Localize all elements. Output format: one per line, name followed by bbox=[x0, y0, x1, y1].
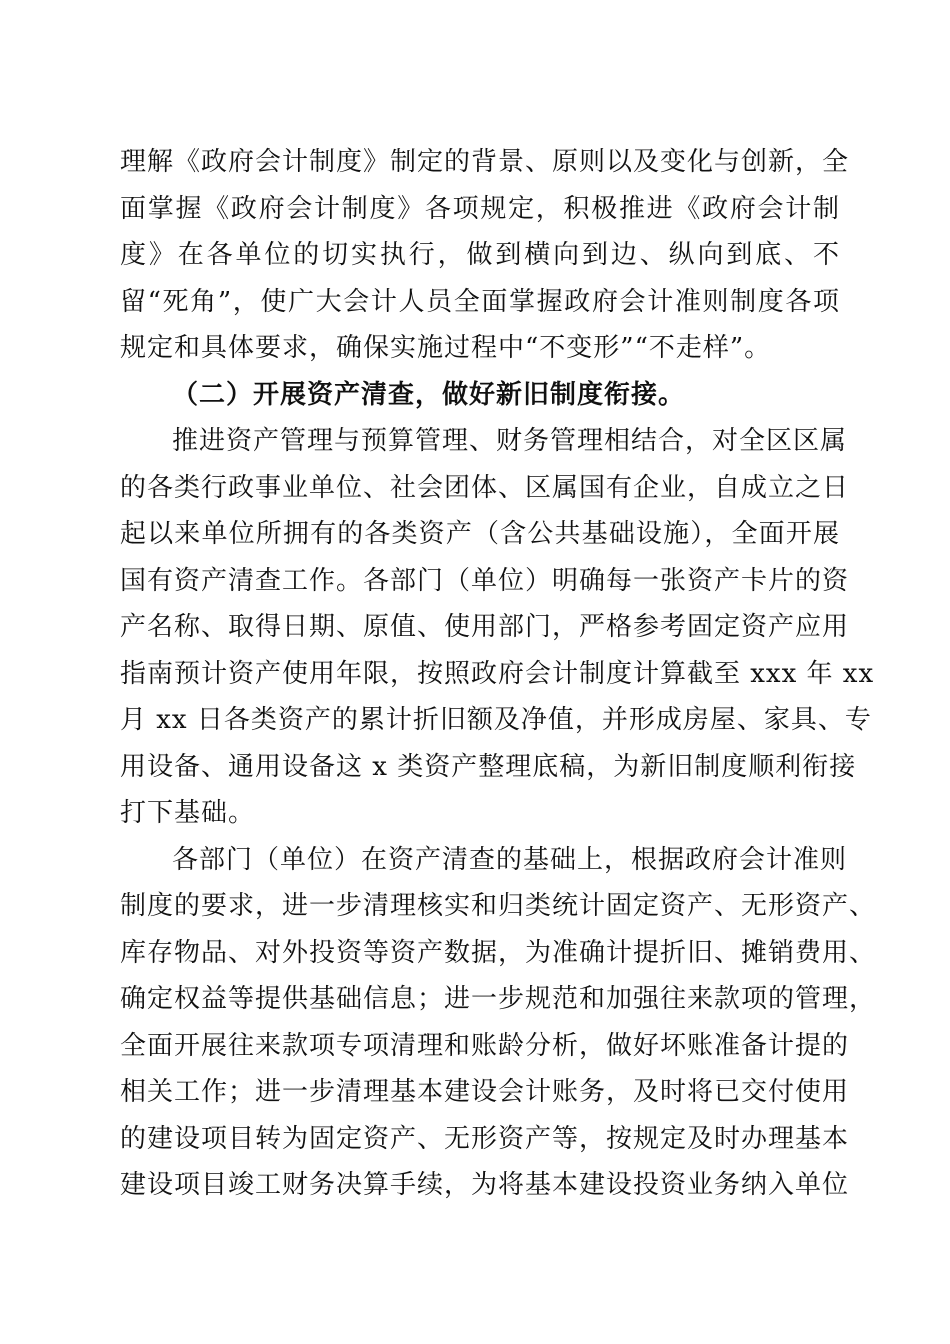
text-line: 留“死角”，使广大会计人员全面掌握政府会计准则制度各项 bbox=[120, 287, 840, 317]
text-line: 用设备、通用设备这 x 类资产整理底稿，为新旧制度顺利衔接 bbox=[120, 752, 857, 782]
text-line: 面掌握《政府会计制度》各项规定，积极推进《政府会计制 bbox=[120, 194, 840, 224]
text-line: 国有资产清查工作。各部门（单位）明确每一张资产卡片的资 bbox=[120, 566, 850, 596]
section-heading: （二）开展资产清查，做好新旧制度衔接。 bbox=[172, 380, 686, 410]
text-line: 制度的要求，进一步清理核实和归类统计固定资产、无形资产、 bbox=[120, 891, 877, 921]
text-line: 度》在各单位的切实执行，做到横向到边、纵向到底、不 bbox=[120, 240, 840, 270]
text-line: 确定权益等提供基础信息；进一步规范和加强往来款项的管理， bbox=[120, 984, 877, 1014]
text-line: 起以来单位所拥有的各类资产（含公共基础设施），全面开展 bbox=[120, 519, 840, 549]
text-line: 指南预计资产使用年限，按照政府会计制度计算截至 xxx 年 xx bbox=[120, 659, 875, 689]
text-line: 库存物品、对外投资等资产数据，为准确计提折旧、摊销费用、 bbox=[120, 938, 877, 968]
text-line: 推进资产管理与预算管理、财务管理相结合，对全区区属 bbox=[172, 426, 848, 456]
text-line: 理解《政府会计制度》制定的背景、原则以及变化与创新，全 bbox=[120, 147, 850, 177]
text-line: 产名称、取得日期、原值、使用部门，严格参考固定资产应用 bbox=[120, 612, 850, 642]
text-line: 各部门（单位）在资产清查的基础上，根据政府会计准则 bbox=[172, 845, 848, 875]
text-line: 相关工作；进一步清理基本建设会计账务，及时将已交付使用 bbox=[120, 1077, 850, 1107]
text-line: 规定和具体要求，确保实施过程中“不变形”“不走样”。 bbox=[120, 333, 772, 363]
text-line: 建设项目竣工财务决算手续，为将基本建设投资业务纳入单位 bbox=[120, 1170, 850, 1200]
text-line: 的建设项目转为固定资产、无形资产等，按规定及时办理基本 bbox=[120, 1124, 850, 1154]
text-line: 的各类行政事业单位、社会团体、区属国有企业，自成立之日 bbox=[120, 473, 850, 503]
text-line: 月 xx 日各类资产的累计折旧额及净值，并形成房屋、家具、专 bbox=[120, 705, 872, 735]
text-line: 打下基础。 bbox=[120, 798, 256, 828]
text-line: 全面开展往来款项专项清理和账龄分析，做好坏账准备计提的 bbox=[120, 1031, 850, 1061]
